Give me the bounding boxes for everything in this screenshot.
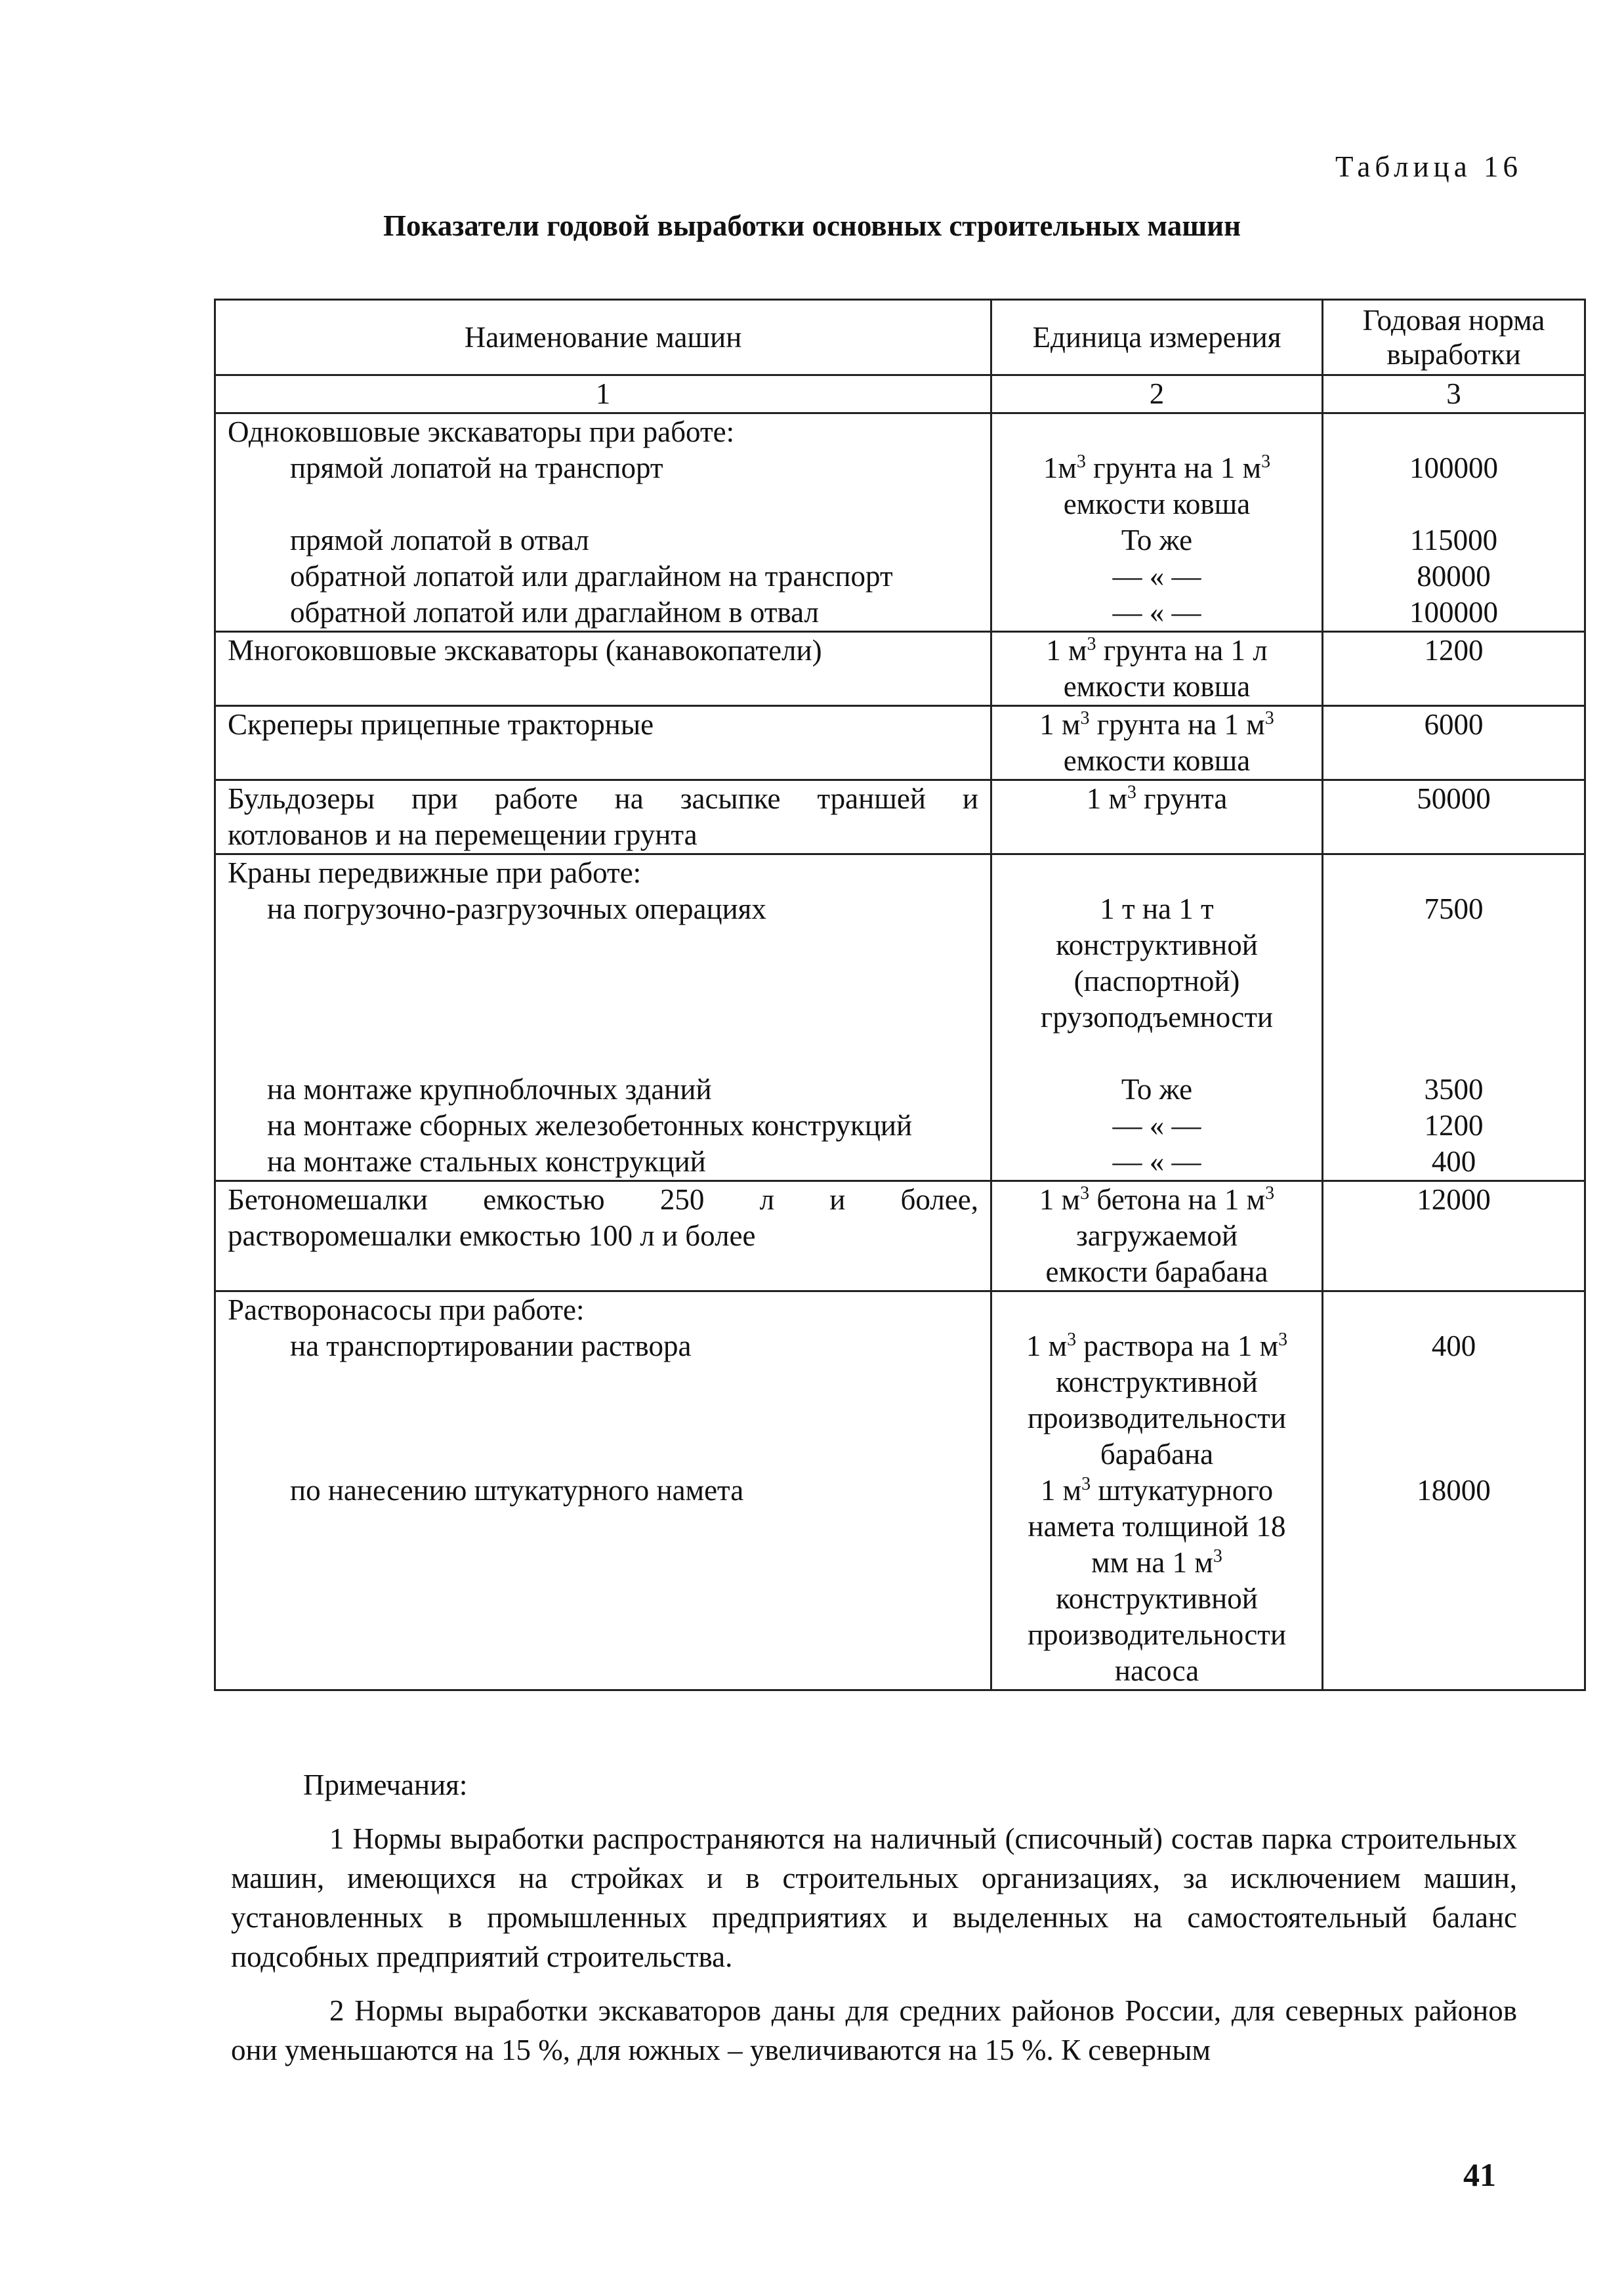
unit-text: 1 $м^3$ грунта на 1 $м^3$ (1039, 708, 1274, 741)
unit-text: — « — (1112, 1109, 1201, 1142)
row-name-line: Бетономешалки емкостью 250 л и более, (228, 1183, 978, 1216)
unit-text: мм на 1 $м^3$ (1091, 1546, 1222, 1579)
row-name: обратной лопатой или драглайном в отвал (290, 596, 819, 629)
row-name: Скреперы прицепные тракторные (215, 706, 991, 780)
table-row (215, 706, 1585, 780)
value-text: 100000 (1409, 596, 1498, 629)
unit-text: То же (1121, 524, 1193, 556)
value-text: 400 (1431, 1145, 1476, 1178)
row-name-line: котлованов и на перемещении грунта (228, 818, 697, 851)
table-label: Таблица 16 (1335, 150, 1522, 183)
value-cell: 6000 (1323, 706, 1585, 780)
unit-text: 1 $м^3$ штукатурного (1040, 1474, 1274, 1507)
machines-table (214, 299, 1586, 1691)
unit-text: $1м^3$ грунта на 1 $м^3$ (1043, 451, 1271, 484)
page-number: 41 (1463, 2156, 1496, 2193)
group-name (215, 1291, 991, 1690)
row-name: на монтаже сборных железобетонных конструкций (267, 1109, 913, 1142)
value-text: 115000 (1409, 524, 1498, 556)
unit-text: 1 $м^3$ грунта (1086, 782, 1228, 815)
unit-text: емкости ковша (1063, 488, 1251, 520)
unit-text: 1 $м^3$ грунта на 1 л (1046, 634, 1268, 667)
value-cell (1323, 1291, 1585, 1690)
notes-section (231, 1765, 1517, 2070)
row-name: прямой лопатой в отвал (290, 524, 589, 556)
header-norm-line1: Годовая норма (1362, 304, 1545, 337)
value-text: 100000 (1409, 451, 1498, 484)
row-name-line: Бульдозеры при работе на засыпке траншей и (228, 782, 978, 815)
row-name (215, 1181, 991, 1291)
value-text: 1200 (1424, 1109, 1484, 1142)
value-cell (1323, 854, 1585, 1181)
unit-cell (991, 706, 1323, 780)
row-name: на монтаже стальных конструкций (267, 1145, 706, 1178)
group-title: Растворонасосы при работе: (228, 1293, 585, 1326)
notes-heading: Примечания: (303, 1768, 468, 1801)
row-name: на транспортировании раствора (290, 1329, 692, 1362)
row-name: прямой лопатой на транспорт (290, 451, 663, 484)
value-text: 7500 (1424, 892, 1484, 925)
row-name (215, 780, 991, 854)
unit-text: конструктивной (1056, 1366, 1258, 1398)
unit-text: — « — (1112, 1145, 1201, 1178)
value-text: 80000 (1417, 560, 1491, 593)
unit-text: 1 т на 1 т (1100, 892, 1214, 925)
header-norm (1323, 300, 1585, 375)
unit-text: конструктивной (1056, 1582, 1258, 1615)
row-name: по нанесению штукатурного намета (290, 1474, 744, 1507)
value-cell: 1200 (1323, 632, 1585, 706)
note-2: 2 Нормы выработки экскаваторов даны для средних районов России, для северных районов они уменьшаются на 15 %, для южных – увеличиваются на 15 %. К северным (231, 1994, 1517, 2066)
header-unit: Единица измерения (991, 300, 1323, 375)
unit-text: емкости ковша (1063, 744, 1251, 777)
value-cell: 50000 (1323, 780, 1585, 854)
unit-cell (991, 413, 1323, 632)
unit-text: емкости барабана (1045, 1255, 1268, 1288)
unit-text: конструктивной (1056, 929, 1258, 961)
unit-text: (паспортной) (1073, 965, 1240, 997)
column-number: 1 (215, 375, 991, 413)
unit-text: насоса (1114, 1654, 1199, 1687)
unit-text: производительности (1027, 1618, 1287, 1651)
group-name (215, 413, 991, 632)
unit-text: емкости ковша (1063, 670, 1251, 703)
unit-cell (991, 854, 1323, 1181)
header-norm-line2: выработки (1386, 338, 1521, 371)
unit-cell (991, 1291, 1323, 1690)
column-number: 2 (991, 375, 1323, 413)
table-row (215, 1181, 1585, 1291)
unit-cell (991, 1181, 1323, 1291)
table-title: Показатели годовой выработки основных строительных машин (383, 209, 1241, 242)
unit-cell (991, 780, 1323, 854)
value-text: 3500 (1424, 1073, 1484, 1106)
group-title: Одноковшовые экскаваторы при работе: (228, 415, 735, 448)
value-cell: 12000 (1323, 1181, 1585, 1291)
unit-text: грузоподъемности (1040, 1001, 1274, 1034)
group-name (215, 854, 991, 1181)
value-text: 400 (1431, 1329, 1476, 1362)
row-name: на монтаже крупноблочных зданий (267, 1073, 712, 1106)
unit-text: — « — (1112, 596, 1201, 629)
unit-text: намета толщиной 18 (1028, 1510, 1286, 1543)
header-name: Наименование машин (215, 300, 991, 375)
unit-text: барабана (1100, 1438, 1214, 1471)
unit-text: производительности (1027, 1402, 1287, 1434)
unit-text: 1 $м^3$ раствора на 1 $м^3$ (1026, 1329, 1288, 1362)
row-name: Многоковшовые экскаваторы (канавокопатели) (215, 632, 991, 706)
unit-text: 1 $м^3$ бетона на 1 $м^3$ (1039, 1183, 1275, 1216)
value-text: 18000 (1417, 1474, 1491, 1507)
table-row (215, 632, 1585, 706)
row-name-line: растворомешалки емкостью 100 л и более (228, 1219, 756, 1252)
unit-text: загружаемой (1075, 1219, 1238, 1252)
group-title: Краны передвижные при работе: (228, 856, 642, 889)
unit-cell (991, 632, 1323, 706)
unit-text: — « — (1112, 560, 1201, 593)
row-name: обратной лопатой или драглайном на транспорт (290, 560, 893, 593)
table-row (215, 854, 1585, 1181)
table-row (215, 780, 1585, 854)
row-name: на погрузочно-разгрузочных операциях (267, 892, 766, 925)
unit-text: То же (1121, 1073, 1193, 1106)
table-row (215, 1291, 1585, 1690)
column-number: 3 (1323, 375, 1585, 413)
table-header-row (215, 300, 1585, 375)
value-cell (1323, 413, 1585, 632)
note-1: 1 Нормы выработки распространяются на наличный (списочный) состав парка строительных машин, имеющихся на стройках и в строительных организациях, за исключением машин, установленных в промышленных предприятиях и выделенных на самостоятельный баланс подсобных предприятий строительства. (231, 1822, 1517, 1973)
table-row (215, 413, 1585, 632)
column-numbers-row (215, 375, 1585, 413)
